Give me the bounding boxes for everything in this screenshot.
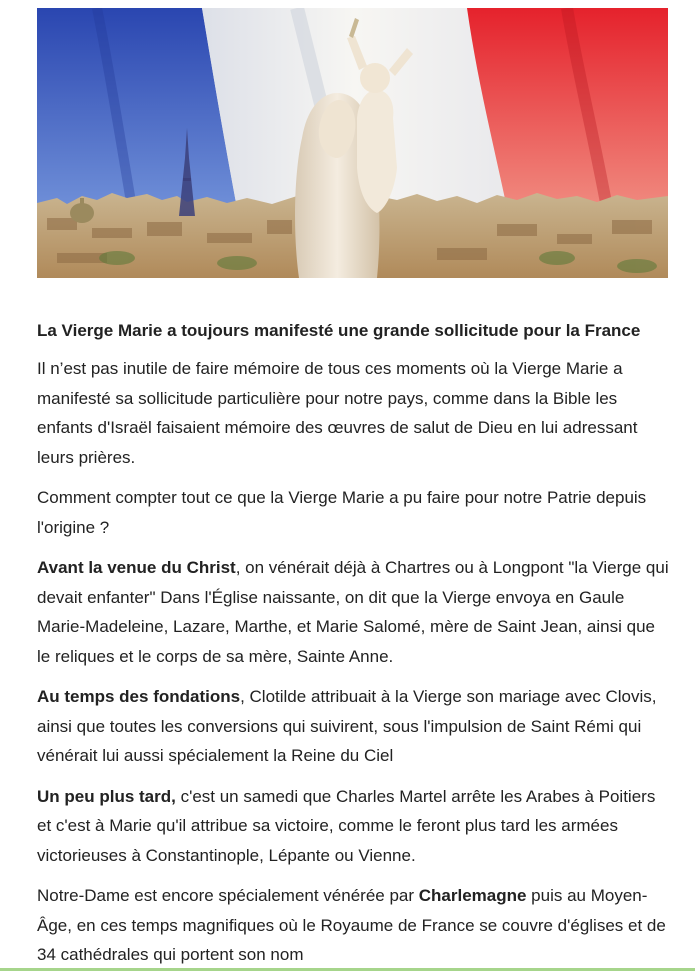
hero-illustration xyxy=(37,8,668,278)
paragraph-lead: Avant la venue du Christ xyxy=(37,558,236,577)
paragraph-question xyxy=(37,483,669,542)
article-heading: La Vierge Marie a toujours manifesté une grande sollicitude pour la France xyxy=(37,321,641,340)
paragraph-emphasis: Charlemagne xyxy=(418,886,527,905)
paragraph-text: c'est un samedi que Charles Martel arrête les Arabes à Poitiers et c'est à Marie qu'il attribue sa victoire, comme le feront plus tard les armées victorieuses à Constantinople, Lépante ou Vienne. xyxy=(37,786,656,865)
bottom-divider xyxy=(0,968,695,971)
paragraph-text: puis au Moyen-Âge, en ces temps magnifiques où le Royaume de France se couvre d'églises et de 34 cathédrales qui portent son nom xyxy=(37,886,666,964)
paragraph-lead: Un peu plus tard, xyxy=(37,786,176,806)
paragraph-intro xyxy=(37,354,669,472)
hero-image xyxy=(37,8,668,278)
paragraph-foundations xyxy=(37,682,669,771)
paragraph-later xyxy=(37,782,669,871)
paragraph-before-christ xyxy=(37,553,669,671)
paragraph-lead: Au temps des fondations xyxy=(37,687,241,706)
paragraph-text: , Clotilde attribuait à la Vierge son mariage avec Clovis, ainsi que toutes les conversions qui suivirent, sous l'impulsion de Saint Rémi qui vénérait lui aussi spécialement la Reine du Ciel xyxy=(37,687,657,765)
paragraph-text: Comment compter tout ce que la Vierge Marie a pu faire pour notre Patrie depuis l'origine ? xyxy=(37,488,647,537)
paragraph-pre: Notre-Dame est encore spécialement vénérée par xyxy=(37,886,419,905)
article-body xyxy=(37,318,669,976)
paragraph-text: Il n’est pas inutile de faire mémoire de tous ces moments où la Vierge Marie a manifesté sa sollicitude particulière pour notre pays, comme dans la Bible les enfants d'Israël faisaient mémoire des œuvres de salut de Dieu en lui adressant leurs prières. xyxy=(37,359,638,467)
paragraph-text: , on vénérait déjà à Chartres ou à Longpont "la Vierge qui devait enfanter" Dans l'Église naissante, on dit que la Vierge envoya en Gaule Marie-Madeleine, Lazare, Marthe, et Marie Salomé, mère de Saint Jean, ainsi que le reliques et le corps de sa mère, Sainte Anne. xyxy=(37,558,669,666)
paragraph-charlemagne xyxy=(37,881,669,970)
